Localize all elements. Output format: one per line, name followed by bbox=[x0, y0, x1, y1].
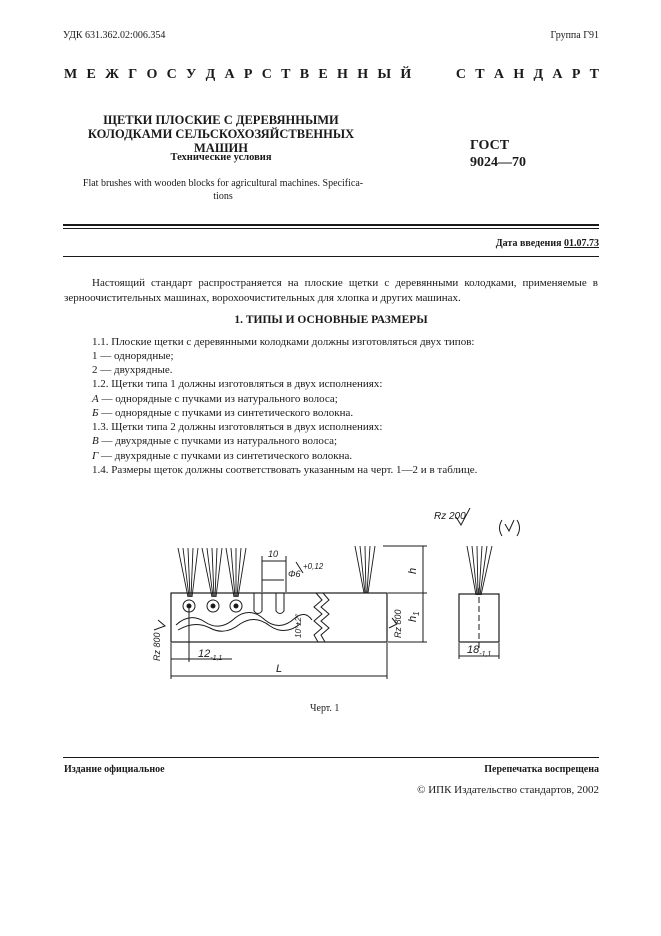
banner-letter: Е bbox=[318, 67, 328, 82]
banner-letter: М bbox=[64, 67, 78, 82]
section-1-heading: 1. ТИПЫ И ОСНОВНЫЕ РАЗМЕРЫ bbox=[234, 314, 428, 326]
variant-g-letter: Г bbox=[92, 450, 99, 462]
banner-letter: А bbox=[552, 67, 563, 82]
footer-rule bbox=[63, 757, 599, 758]
clause-1-2: 1.2. Щетки типа 1 должны изготовляться в двух исполнениях: bbox=[92, 378, 383, 390]
banner-letter: В bbox=[299, 67, 310, 82]
clause-type-1: 1 — однорядные; bbox=[92, 350, 174, 362]
rz-left-label: Rz 800 bbox=[152, 632, 162, 661]
empty-hole-2 bbox=[276, 593, 284, 614]
banner-letter: Д bbox=[533, 67, 544, 82]
bristle-tuft-right bbox=[355, 546, 375, 593]
clause-1-1: 1.1. Плоские щетки с деревянными колодками должны изготовляться двух типов: bbox=[92, 336, 475, 348]
banner-letter: С bbox=[261, 67, 272, 82]
empty-hole-1 bbox=[254, 593, 262, 614]
dim-h-label: h bbox=[407, 567, 419, 574]
banner-letter: Т bbox=[589, 67, 599, 82]
effective-date-value: 01.07.73 bbox=[564, 238, 599, 249]
variant-a-letter: А bbox=[92, 393, 99, 405]
dim-h1-label: $h_1$ bbox=[407, 611, 421, 622]
banner-letter: Ж bbox=[105, 67, 119, 82]
clause-1-3: 1.3. Щетки типа 2 должны изготовляться в двух исполнениях: bbox=[92, 421, 383, 433]
banner-letter: Г bbox=[128, 67, 138, 82]
variant-b-text: — однорядные с пучками из синтетического волокна. bbox=[98, 407, 354, 419]
english-title-line-1: Flat brushes with wooden blocks for agricultural machines. Specifica- bbox=[82, 178, 364, 189]
gost-number: 9024—70 bbox=[470, 155, 526, 170]
copyright-notice: © ИПК Издательство стандартов, 2002 bbox=[417, 784, 599, 796]
figure-caption: Черт. 1 bbox=[310, 703, 340, 714]
rz-right-label: Rz 800 bbox=[393, 609, 403, 638]
bristle-tuft-side bbox=[467, 546, 492, 595]
banner-letter: Ы bbox=[377, 67, 392, 82]
reprint-prohibited-note: Перепечатка воспрещена bbox=[484, 764, 599, 775]
dim-10-label: 10 bbox=[268, 549, 279, 559]
official-edition-note: Издание официальное bbox=[64, 764, 165, 775]
dim-angle-label: 10°±2° bbox=[294, 613, 303, 638]
banner-letter: А bbox=[493, 67, 505, 82]
banner-letter: Е bbox=[86, 67, 96, 82]
roughness-paren-right bbox=[517, 520, 520, 536]
variant-v-text: — двухрядные с пучками из натурального волоса; bbox=[98, 435, 338, 447]
dim-18-label: $18_{-1,1}$ bbox=[467, 644, 492, 658]
group-code: Группа Г91 bbox=[550, 30, 599, 41]
banner-letter: Й bbox=[400, 67, 412, 82]
roughness-paren-left bbox=[500, 520, 503, 536]
banner-letter: Н bbox=[337, 67, 348, 82]
gost-label: ГОСТ bbox=[470, 138, 510, 153]
banner-letter: Д bbox=[205, 67, 216, 82]
banner-letter: Н bbox=[357, 67, 369, 82]
rz-left-check-icon bbox=[154, 620, 165, 630]
banner-letter: А bbox=[224, 67, 235, 82]
clause-type-2: 2 — двухрядные. bbox=[92, 364, 173, 376]
variant-g-text: — двухрядные с пучками из синтетического волокна. bbox=[98, 450, 353, 462]
variant-b-letter: Б bbox=[92, 407, 99, 419]
banner-letter: У bbox=[186, 67, 197, 82]
title-line-1: ЩЕТКИ ПЛОСКИЕ С ДЕРЕВЯННЫМИ bbox=[103, 113, 339, 127]
wire-knot-3 bbox=[234, 604, 238, 608]
banner-letter: С bbox=[166, 67, 177, 82]
banner-letter: Р bbox=[571, 67, 581, 82]
dim-phi6-label: Φ6 bbox=[288, 569, 301, 579]
variant-a-text: — однорядные с пучками из натурального волоса; bbox=[98, 393, 338, 405]
brush-block bbox=[171, 593, 387, 642]
dim-L-label: L bbox=[276, 663, 283, 675]
banner-letter: Р bbox=[243, 67, 253, 82]
roughness-check-small-icon bbox=[505, 520, 514, 531]
udk-code: УДК 631.362.02:006.354 bbox=[63, 30, 166, 41]
title-line-2: КОЛОДКАМИ СЕЛЬСКОХОЗЯЙСТВЕННЫХ МАШИН bbox=[87, 127, 355, 155]
dim-12-label: $12_{-1,1}$ bbox=[198, 648, 223, 662]
banner-letter: О bbox=[146, 67, 158, 82]
bristle-tufts-left bbox=[178, 548, 246, 597]
banner-letter: С bbox=[455, 67, 466, 82]
rz-top-label: Rz 200 bbox=[434, 511, 466, 522]
banner-letter: Т bbox=[475, 67, 485, 82]
banner-letter: Н bbox=[513, 67, 525, 82]
variant-v-letter: В bbox=[92, 435, 99, 447]
effective-date-label: Дата введения bbox=[495, 238, 562, 249]
english-title-line-2: tions bbox=[213, 191, 233, 202]
banner-letter: Т bbox=[281, 67, 291, 82]
document-subtitle: Технические условия bbox=[170, 152, 272, 163]
clause-1-4: 1.4. Размеры щеток должны соответствовать указанным на черт. 1—2 и в таблице. bbox=[92, 464, 478, 476]
intro-paragraph: Настоящий стандарт распространяется на плоские щетки с деревянными колодками, применяемые в зерноочистительных машинах, ворохоочистительных для хлопка и других машинах. bbox=[64, 277, 598, 304]
wire-knot-2 bbox=[211, 604, 215, 608]
dim-phi6-tolerance: +0,12 bbox=[303, 562, 324, 571]
